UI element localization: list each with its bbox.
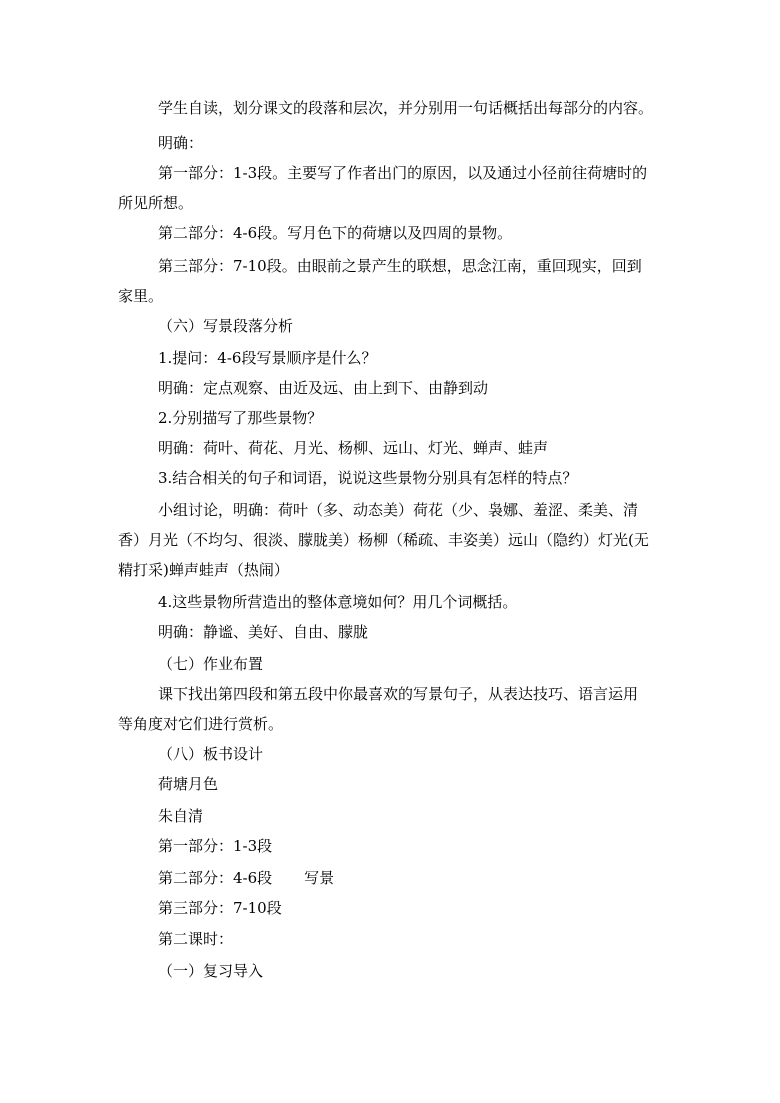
paragraph: 等角度对它们进行赏析。 [118,715,284,733]
answer: 明确：静谧、美好、自由、朦胧 [158,623,369,641]
paragraph: 学生自读，划分课文的段落和层次，并分别用一句话概括出每部分的内容。 [158,99,654,117]
section-heading: （一）复习导入 [158,962,264,980]
board-part: 第一部分：1-3段 [158,837,273,855]
answer: 明确：定点观察、由近及远、由上到下、由静到动 [158,379,489,397]
paragraph: 第三部分：7-10段。由眼前之景产生的联想，思念江南，重回现实，回到 [158,257,642,275]
section-heading: （七）作业布置 [158,655,264,673]
answer: 精打采)蝉声蛙声（热闹） [118,561,289,579]
board-author: 朱自清 [158,807,204,825]
lesson-heading: 第二课时： [158,930,234,948]
question: 3.结合相关的句子和词语，说说这些景物分别具有怎样的特点？ [158,469,578,487]
board-title: 荷塘月色 [158,775,219,793]
paragraph: 所见所想。 [118,194,194,212]
paragraph: 第一部分：1-3段。主要写了作者出门的原因，以及通过小径前往荷塘时的 [158,164,648,182]
paragraph: 第二部分：4-6段。写月色下的荷塘以及四周的景物。 [158,224,513,242]
question: 2.分别描写了那些景物？ [158,409,323,427]
paragraph: 明确： [158,134,204,152]
question: 4.这些景物所营造出的整体意境如何？用几个词概括。 [158,593,518,611]
board-part-row [158,868,334,888]
question: 1.提问：4-6段写景顺序是什么？ [158,349,377,367]
section-heading: （八）板书设计 [158,745,264,763]
answer: 明确：荷叶、荷花、月光、杨柳、远山、灯光、蝉声、蛙声 [158,439,549,457]
paragraph: 课下找出第四段和第五段中你最喜欢的写景句子，从表达技巧、语言运用 [158,685,639,703]
board-part-note: 写景 [304,869,335,887]
board-part: 第二部分：4-6段 [158,869,273,887]
board-part: 第三部分：7-10段 [158,899,282,917]
section-heading: （六）写景段落分析 [158,317,294,335]
paragraph: 家里。 [118,287,164,305]
answer: 香）月光（不均匀、很淡、朦胧美）杨柳（稀疏、丰姿美）远山（隐约）灯光(无 [118,531,649,549]
answer: 小组讨论，明确：荷叶（多、动态美）荷花（少、袅娜、羞涩、柔美、清 [158,501,639,519]
